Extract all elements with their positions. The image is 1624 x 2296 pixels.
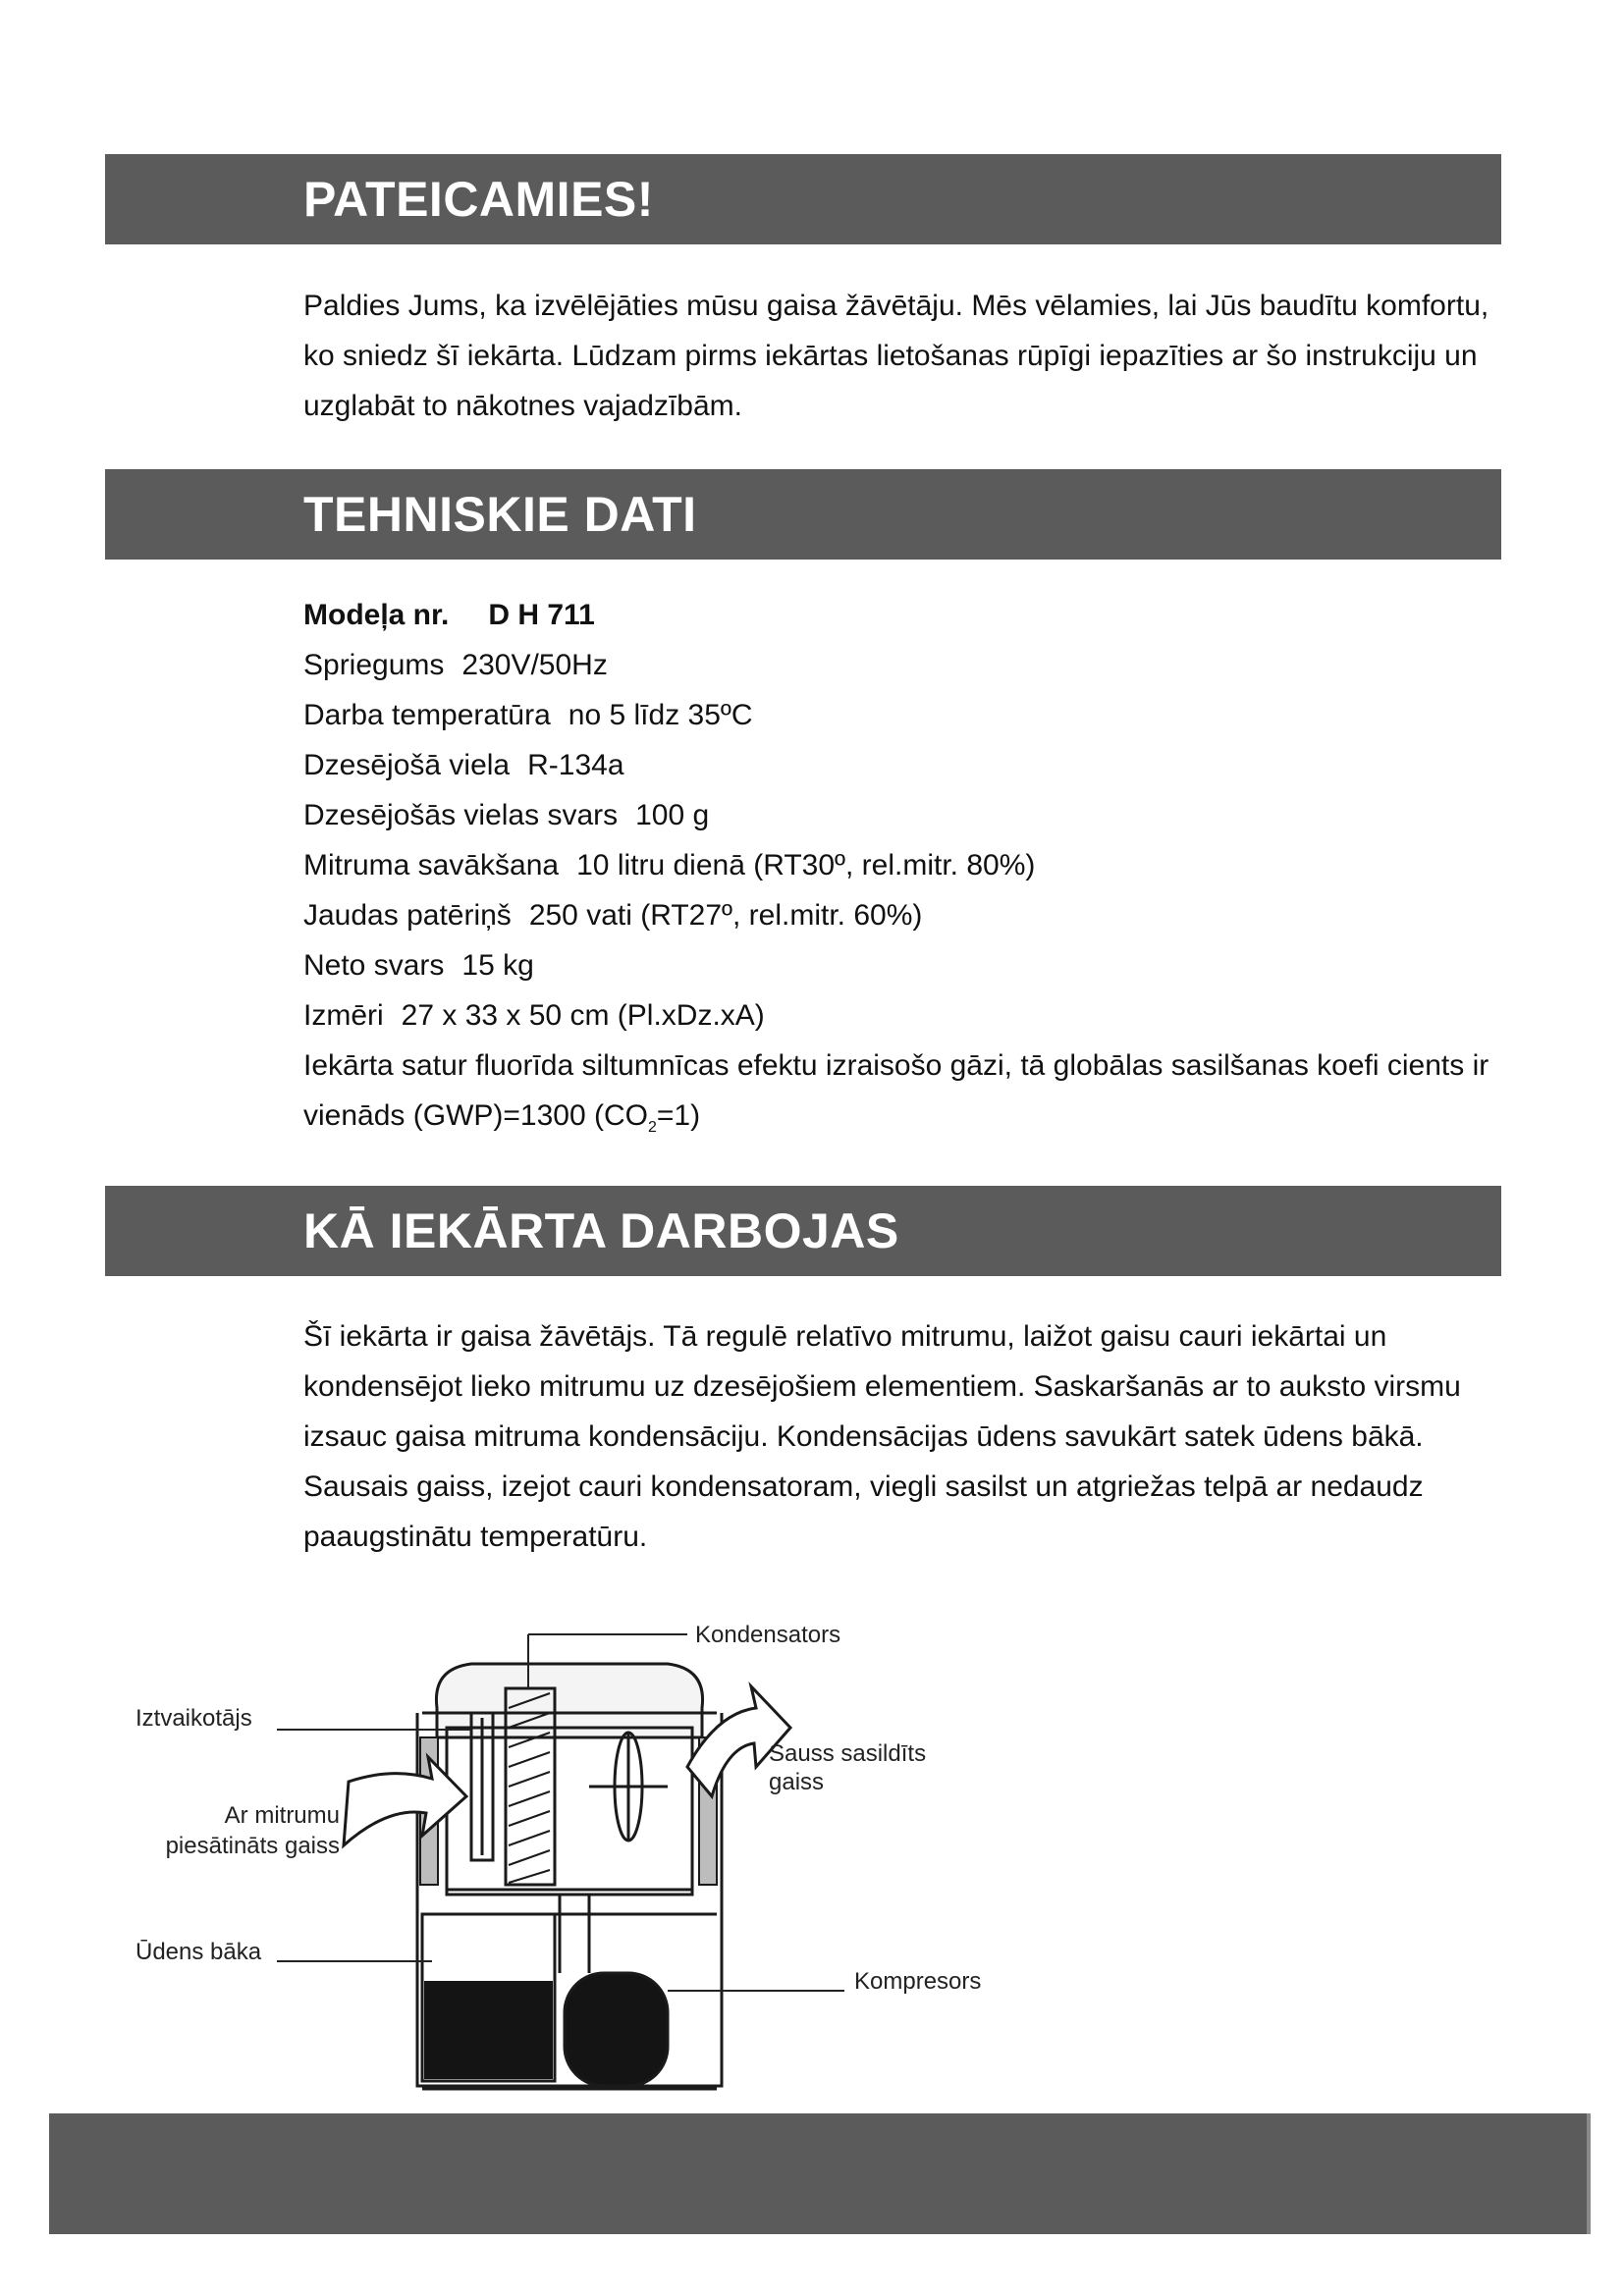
spec-row-model	[303, 590, 1501, 640]
how-paragraph: Šī iekārta ir gaisa žāvētājs. Tā regulē relatīvo mitrumu, laižot gaisu cauri iekārtai un kondensējot lieko mitrumu uz dzesējošiem elementiem. Saskaršanās ar to auksto virsmu izsauc gaisa mitruma kondensāciju. Kondensācijas ūdens savukārt satek ūdens bākā. Sausais gaiss, izejot cauri kondensatoram, viegli sasilst un atgriežas telpā ar nedaudz paaugstinātu temperatūru.	[303, 1320, 1461, 1553]
spec-value: 250 vati (RT27º, rel.mitr. 60%)	[528, 899, 923, 932]
section-banner-how	[105, 1186, 1501, 1276]
spec-value: 100 g	[635, 799, 710, 831]
spec-label: Spriegums	[303, 649, 445, 681]
spec-label: Modeļa nr.	[303, 599, 450, 631]
footer-bar	[49, 2113, 1587, 2234]
diagram-label-compressor: Kompresors	[854, 1968, 982, 1995]
diagram-label-dry-air-line2: gaiss	[769, 1769, 825, 1795]
spec-label: Dzesējošā viela	[303, 749, 511, 781]
section-banner-specs	[105, 469, 1501, 560]
diagram-label-evaporator: Iztvaikotājs	[135, 1705, 252, 1732]
spec-row	[303, 790, 1501, 840]
spec-value: D H 711	[488, 599, 595, 631]
gwp-note-end: =1)	[656, 1099, 701, 1132]
section-title-how: KĀ IEKĀRTA DARBOJAS	[303, 1203, 899, 1258]
gwp-note	[303, 1041, 1501, 1141]
spec-list	[303, 590, 1501, 1141]
gwp-note-text: Iekārta satur fluorīda siltumnīcas efektu izraisošo gāzi, tā globālas sasilšanas koefi cients ir vienāds (GWP)=1300 (CO	[303, 1049, 1489, 1132]
spec-label: Jaudas patēriņš	[303, 899, 512, 932]
spec-row	[303, 640, 1501, 690]
spec-value: R-134a	[527, 749, 624, 781]
spec-value: 230V/50Hz	[461, 649, 608, 681]
diagram-label-water-tank: Ūdens bāka	[135, 1939, 262, 1965]
spec-value: 10 litru dienā (RT30º, rel.mitr. 80%)	[576, 849, 1036, 881]
section-banner-thanks	[105, 154, 1501, 244]
spec-label: Neto svars	[303, 949, 445, 982]
spec-row	[303, 740, 1501, 790]
spec-row	[303, 990, 1501, 1041]
spec-label: Darba temperatūra	[303, 699, 551, 731]
spec-row	[303, 940, 1501, 990]
spec-label: Dzesējošās vielas svars	[303, 799, 619, 831]
spec-value: 15 kg	[461, 949, 534, 982]
diagram-label-condenser: Kondensators	[695, 1622, 841, 1648]
spec-label: Mitruma savākšana	[303, 849, 560, 881]
section-title-thanks: PATEICAMIES!	[303, 172, 654, 227]
spec-row	[303, 890, 1501, 940]
spec-value: 27 x 33 x 50 cm (Pl.xDz.xA)	[401, 999, 765, 1032]
dehumidifier-illustration	[417, 1664, 722, 2089]
spec-label: Izmēri	[303, 999, 384, 1032]
spec-value: no 5 līdz 35ºC	[568, 699, 753, 731]
thanks-paragraph: Paldies Jums, ka izvēlējāties mūsu gaisa žāvētāju. Mēs vēlamies, lai Jūs baudītu komfortu, ko sniedz šī iekārta. Lūdzam pirms iekārtas lietošanas rūpīgi iepazīties ar šo instrukciju un uzglabāt to nākotnes vajadzībām.	[303, 290, 1489, 422]
diagram-label-humid-air-line1: Ar mitrumu	[224, 1802, 340, 1829]
spec-row	[303, 690, 1501, 740]
diagram-label-humid-air-line2: piesātināts gaiss	[165, 1833, 340, 1859]
diagram-label-dry-air-line1: Sauss sasildīts	[769, 1740, 927, 1767]
spec-row	[303, 840, 1501, 890]
gwp-note-subscript: 2	[647, 1119, 657, 1136]
section-title-specs: TEHNISKIE DATI	[303, 487, 697, 542]
dehumidifier-diagram	[0, 1600, 1624, 2110]
